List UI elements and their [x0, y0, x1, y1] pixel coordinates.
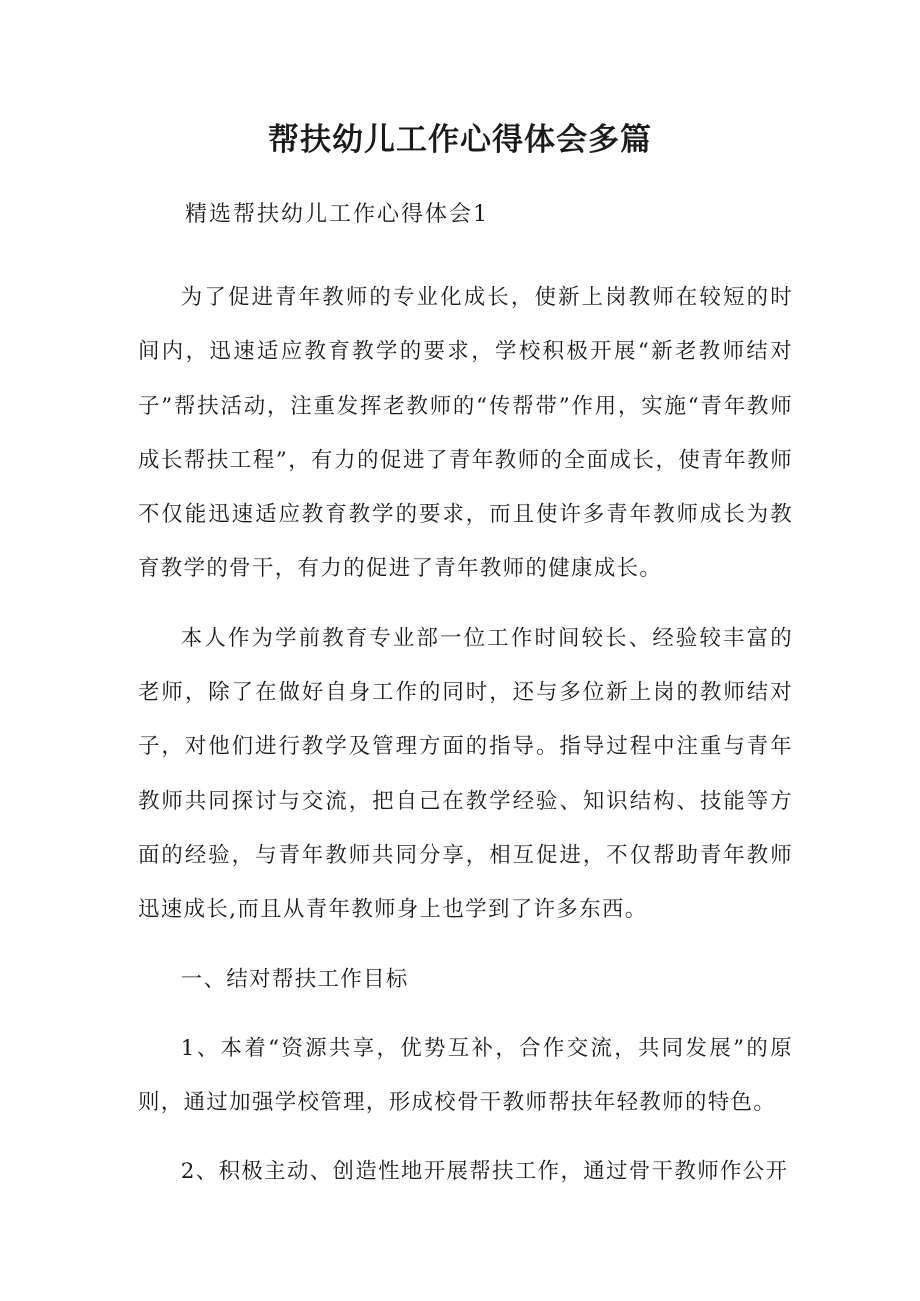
paragraph-2: 本人作为学前教育专业部一位工作时间较长、经验较丰富的老师，除了在做好自身工作的同时，还与多位新上岗的教师结对子，对他们进行教学及管理方面的指导。指导过程中注重与青年教师共同探讨与交流，把自己在教学经验、知识结构、技能等方面的经验，与青年教师共同分享，相互促进，不仅帮助青年教师迅速成长,而且从青年教师身上也学到了许多东西。	[138, 625, 793, 923]
document-body	[138, 271, 793, 1200]
section-heading: 一、结对帮扶工作目标	[180, 966, 409, 992]
list-item-1: 1、本着“资源共享，优势互补，合作交流，共同发展”的原则，通过加强学校管理，形成校骨干教师帮扶年轻教师的特色。	[138, 1035, 793, 1116]
document-title: 帮扶幼儿工作心得体会多篇	[268, 122, 652, 158]
list-item-2: 2、积极主动、创造性地开展帮扶工作，通过骨干教师作公开	[180, 1159, 789, 1185]
document-subtitle: 精选帮扶幼儿工作心得体会1	[185, 202, 489, 227]
paragraph-1: 为了促进青年教师的专业化成长，使新上岗教师在较短的时间内，迅速适应教育教学的要求，学校积极开展“新老教师结对子”帮扶活动，注重发挥老教师的“传帮带”作用，实施“青年教师成长帮扶工程”，有力的促进了青年教师的全面成长，使青年教师不仅能迅速适应教育教学的要求，而且使许多青年教师成长为教育教学的骨干，有力的促进了青年教师的健康成长。	[138, 285, 793, 582]
